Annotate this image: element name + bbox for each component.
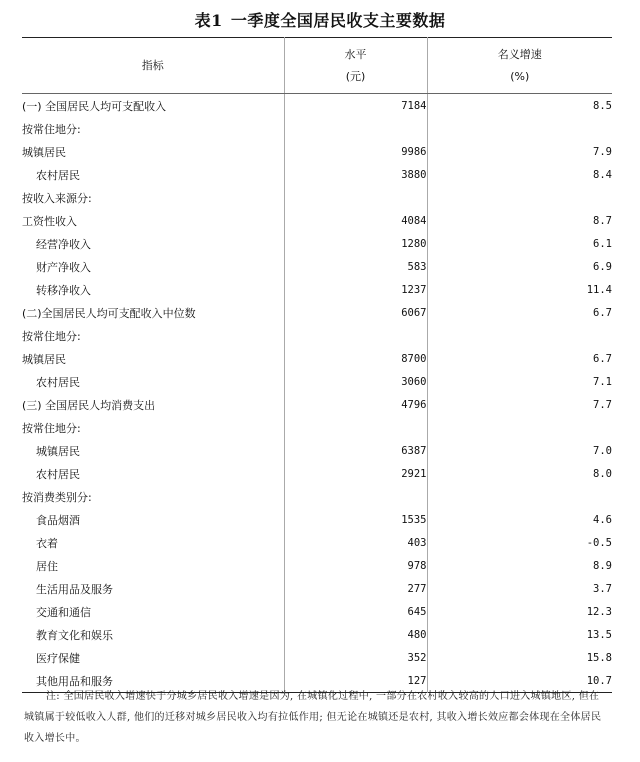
row-growth — [427, 117, 612, 140]
row-level: 127 — [284, 669, 427, 693]
row-level: 1237 — [284, 278, 427, 301]
row-label: 交通和通信 — [36, 605, 91, 619]
row-level: 4796 — [284, 393, 427, 416]
row-growth — [427, 324, 612, 347]
row-growth: 7.1 — [427, 370, 612, 393]
row-label: (一) 全国居民人均可支配收入 — [22, 99, 167, 113]
table-row — [22, 370, 612, 393]
table-row — [22, 301, 612, 324]
row-level: 403 — [284, 531, 427, 554]
row-level: 645 — [284, 600, 427, 623]
row-level: 6387 — [284, 439, 427, 462]
table-row — [22, 600, 612, 623]
row-label: 工资性收入 — [22, 214, 77, 228]
row-label: 按消费类别分: — [22, 490, 92, 504]
table-row — [22, 485, 612, 508]
header-level-unit: (元) — [345, 69, 366, 83]
row-level: 277 — [284, 577, 427, 600]
row-label: (三) 全国居民人均消费支出 — [22, 398, 156, 412]
row-growth: 6.7 — [427, 301, 612, 324]
row-level: 480 — [284, 623, 427, 646]
row-growth: 13.5 — [427, 623, 612, 646]
table-row — [22, 393, 612, 416]
table-title-text: 一季度全国居民收支主要数据 — [230, 11, 446, 30]
table-title — [0, 8, 640, 31]
row-level: 1535 — [284, 508, 427, 531]
row-label: 按常住地分: — [22, 122, 81, 136]
row-label: 农村居民 — [36, 375, 80, 389]
row-level: 583 — [284, 255, 427, 278]
table-row — [22, 255, 612, 278]
row-level: 4084 — [284, 209, 427, 232]
row-level: 3880 — [284, 163, 427, 186]
row-level — [284, 117, 427, 140]
header-growth-label: 名义增速 — [497, 47, 542, 61]
row-level: 7184 — [284, 94, 427, 118]
row-growth — [427, 485, 612, 508]
table-row — [22, 117, 612, 140]
header-level — [284, 38, 427, 94]
row-label: 财产净收入 — [36, 260, 91, 274]
row-label: 食品烟酒 — [36, 513, 80, 527]
row-growth — [427, 416, 612, 439]
header-growth — [427, 38, 612, 94]
income-expenditure-table — [22, 37, 612, 693]
table-row — [22, 646, 612, 669]
table-number: 表1 — [194, 11, 223, 30]
table-row — [22, 416, 612, 439]
header-indicator: 指标 — [22, 38, 284, 94]
row-label: 衣着 — [36, 536, 58, 550]
row-level: 978 — [284, 554, 427, 577]
row-level: 9986 — [284, 140, 427, 163]
row-growth: 11.4 — [427, 278, 612, 301]
row-growth: 8.0 — [427, 462, 612, 485]
row-label: 农村居民 — [36, 168, 80, 182]
row-growth: 12.3 — [427, 600, 612, 623]
row-label: 生活用品及服务 — [36, 582, 113, 596]
table-row — [22, 439, 612, 462]
row-label: 经营净收入 — [36, 237, 91, 251]
row-label: 转移净收入 — [36, 283, 91, 297]
row-level — [284, 324, 427, 347]
row-growth: 7.0 — [427, 439, 612, 462]
table-row — [22, 554, 612, 577]
row-growth: 3.7 — [427, 577, 612, 600]
row-label: 按常住地分: — [22, 421, 81, 435]
table-row — [22, 163, 612, 186]
table-row — [22, 347, 612, 370]
row-label: 城镇居民 — [22, 352, 66, 366]
row-growth: 10.7 — [427, 669, 612, 693]
table-row — [22, 232, 612, 255]
row-level: 3060 — [284, 370, 427, 393]
row-label: 其他用品和服务 — [36, 674, 113, 688]
table-row — [22, 623, 612, 646]
row-level — [284, 186, 427, 209]
row-label: 城镇居民 — [36, 444, 80, 458]
row-growth: 15.8 — [427, 646, 612, 669]
table-row — [22, 462, 612, 485]
table-footnote: 注: 全国居民收入增速快于分城乡居民收入增速是因为, 在城镇化过程中, 一部分在农村收入较高的人口进入城镇地区, 但在城镇属于较低收入人群, 他们的迁移对城乡居民收入均有拉低作用; 但无论在城镇还是农村, 其收入增长效应都会体现在全体居民收入增长中。 — [24, 691, 602, 744]
row-label: 教育文化和娱乐 — [36, 628, 113, 642]
row-label: 按收入来源分: — [22, 191, 92, 205]
row-label: 城镇居民 — [22, 145, 66, 159]
row-growth: 8.4 — [427, 163, 612, 186]
row-growth — [427, 186, 612, 209]
row-label: 农村居民 — [36, 467, 80, 481]
header-level-label: 水平 — [344, 47, 367, 61]
row-level — [284, 485, 427, 508]
row-level: 2921 — [284, 462, 427, 485]
row-growth: 4.6 — [427, 508, 612, 531]
row-level: 6067 — [284, 301, 427, 324]
row-label: (二)全国居民人均可支配收入中位数 — [22, 306, 196, 320]
table-row — [22, 577, 612, 600]
row-growth: -0.5 — [427, 531, 612, 554]
row-growth: 6.7 — [427, 347, 612, 370]
row-growth: 7.9 — [427, 140, 612, 163]
table-row — [22, 186, 612, 209]
table-row — [22, 94, 612, 118]
table-row — [22, 324, 612, 347]
row-growth: 8.9 — [427, 554, 612, 577]
row-growth: 7.7 — [427, 393, 612, 416]
table-row — [22, 209, 612, 232]
table-row — [22, 508, 612, 531]
row-level — [284, 416, 427, 439]
row-label: 按常住地分: — [22, 329, 81, 343]
row-growth: 8.7 — [427, 209, 612, 232]
table-row — [22, 140, 612, 163]
row-growth: 8.5 — [427, 94, 612, 118]
row-level: 352 — [284, 646, 427, 669]
row-growth: 6.9 — [427, 255, 612, 278]
table-row — [22, 531, 612, 554]
row-label: 医疗保健 — [36, 651, 80, 665]
table-row — [22, 278, 612, 301]
row-growth: 6.1 — [427, 232, 612, 255]
row-label: 居住 — [36, 559, 58, 573]
row-level: 8700 — [284, 347, 427, 370]
row-level: 1280 — [284, 232, 427, 255]
header-growth-unit: (%) — [510, 69, 530, 83]
table-header-row — [22, 38, 612, 94]
